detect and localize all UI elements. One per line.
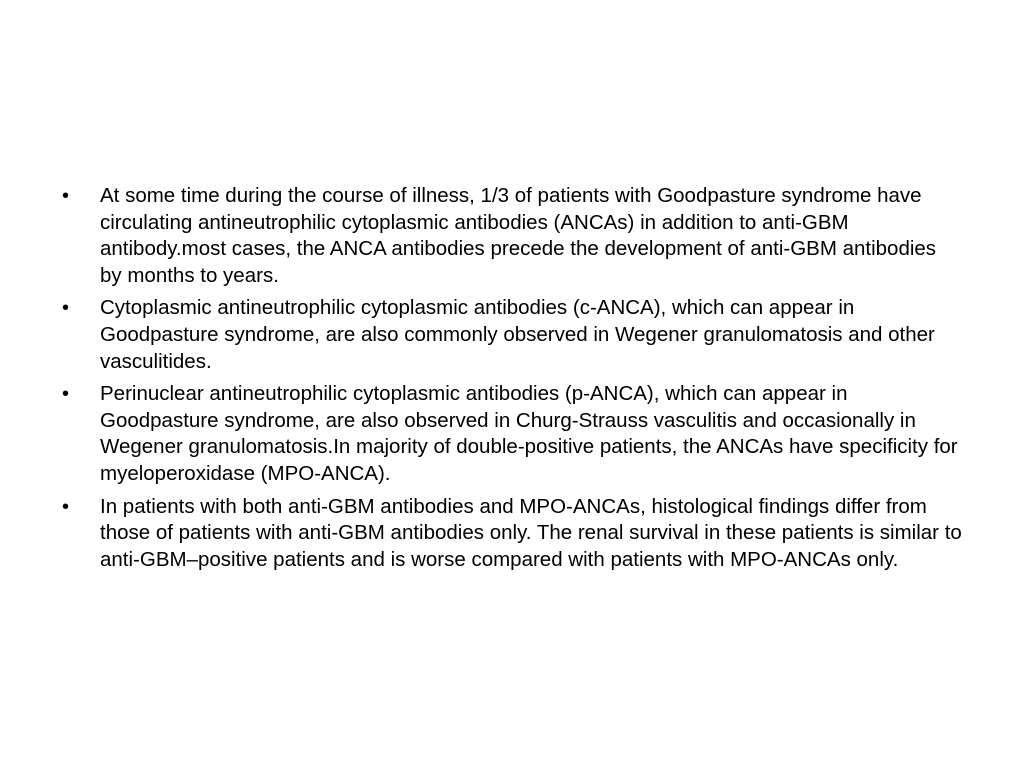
bullet-icon: • [62,185,70,207]
slide-body [62,183,962,579]
bullet-icon: • [62,383,70,406]
bullet-icon: • [62,297,70,320]
bullet-text: Perinuclear antineutrophilic cytoplasmic antibodies (p-ANCA), which can appear in Goodpasture syndrome, are also observed in Churg-Strauss vasculitis and occasionally in Wegener granulomatosis.In majority of double-positive patients, the ANCAs have specificity for myeloperoxidase (MPO-ANCA). [100,382,958,485]
bullet-text: At some time during the course of illness, 1/3 of patients with Goodpasture syndrome have circulating antineutrophilic cytoplasmic antibodies (ANCAs) in addition to anti-GBM antibody.most cases, the ANCA antibodies precede the development of anti-GBM antibodies by months to years. [100,184,937,287]
bullet-text: In patients with both anti-GBM antibodies and MPO-ANCAs, histological findings differ from those of patients with anti-GBM antibodies only. The renal survival in these patients is similar to anti-GBM–positive patients and is worse compared with patients with MPO-ANCAs only. [100,494,962,571]
bullet-item [62,295,962,375]
bullet-item [62,381,962,487]
bullet-item [62,183,962,289]
bullet-icon: • [62,495,70,518]
bullet-text: Cytoplasmic antineutrophilic cytoplasmic antibodies (c-ANCA), which can appear in Goodpasture syndrome, are also commonly observed in Wegener granulomatosis and other vasculitides. [100,296,935,373]
bullet-item [62,494,962,574]
bullet-list [62,183,962,573]
